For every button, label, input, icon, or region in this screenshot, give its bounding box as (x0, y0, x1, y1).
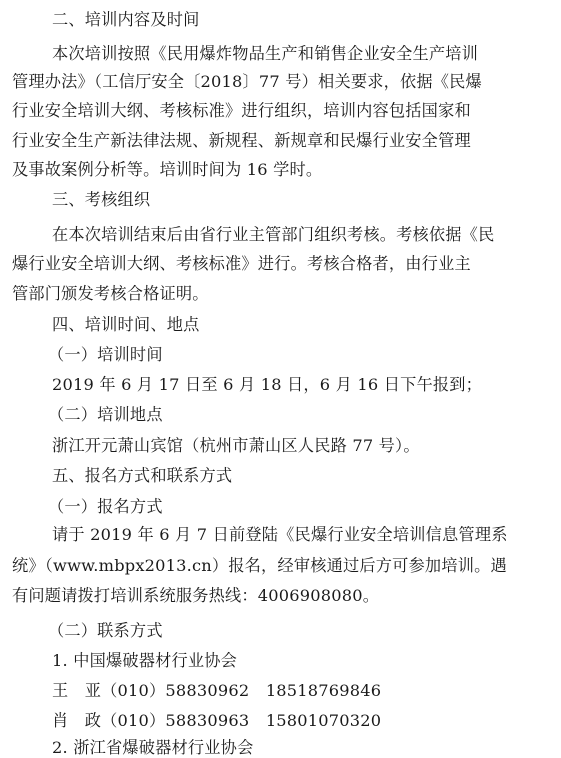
section2-paragraph-line: 管理办法》（工信厅安全〔2018〕77 号）相关要求，依据《民爆 (12, 72, 482, 91)
section5-sub2-heading: （二）联系方式 (48, 621, 163, 640)
section5-sub1-line: 统》（www.mbpx2013.cn）报名，经审核通过后方可参加培训。遇 (12, 556, 507, 575)
contact-person-1: 王 亚（010）58830962 18518769846 (52, 681, 382, 700)
section3-paragraph-line: 爆行业安全培训大纲、考核标准》进行。考核合格者，由行业主 (12, 254, 471, 273)
section4-sub1-heading: （一）培训时间 (48, 345, 163, 364)
section2-heading: 二、培训内容及时间 (52, 10, 200, 29)
section2-paragraph-line: 本次培训按照《民用爆炸物品生产和销售企业安全生产培训 (52, 44, 479, 63)
section5-heading: 五、报名方式和联系方式 (52, 466, 233, 485)
section4-sub2-text: 浙江开元萧山宾馆（杭州市萧山区人民路 77 号）。 (52, 436, 420, 455)
section4-sub1-text: 2019 年 6 月 17 日至 6 月 18 日，6 月 16 日下午报到； (52, 375, 483, 394)
section4-heading: 四、培训时间、地点 (52, 315, 200, 334)
section5-sub1-line: 请于 2019 年 6 月 7 日前登陆《民爆行业安全培训信息管理系 (52, 525, 508, 544)
section2-paragraph-line: 及事故案例分析等。培训时间为 16 学时。 (12, 160, 323, 179)
section3-paragraph-line: 在本次培训结束后由省行业主管部门组织考核。考核依据《民 (52, 225, 495, 244)
contact-org-2: 2. 浙江省爆破器材行业协会 (52, 738, 254, 757)
section2-paragraph-line: 行业安全培训大纲、考核标准》进行组织，培训内容包括国家和 (12, 101, 471, 120)
section4-sub2-heading: （二）培训地点 (48, 405, 163, 424)
section2-paragraph-line: 行业安全生产新法律法规、新规程、新规章和民爆行业安全管理 (12, 131, 471, 150)
section5-sub1-line: 有问题请拨打培训系统服务热线：4006908080。 (12, 586, 380, 605)
section5-sub1-heading: （一）报名方式 (48, 497, 163, 516)
section3-paragraph-line: 管部门颁发考核合格证明。 (12, 284, 209, 303)
section3-heading: 三、考核组织 (52, 190, 151, 209)
contact-person-2: 肖 政（010）58830963 15801070320 (52, 711, 382, 730)
contact-org-1: 1. 中国爆破器材行业协会 (52, 651, 238, 670)
